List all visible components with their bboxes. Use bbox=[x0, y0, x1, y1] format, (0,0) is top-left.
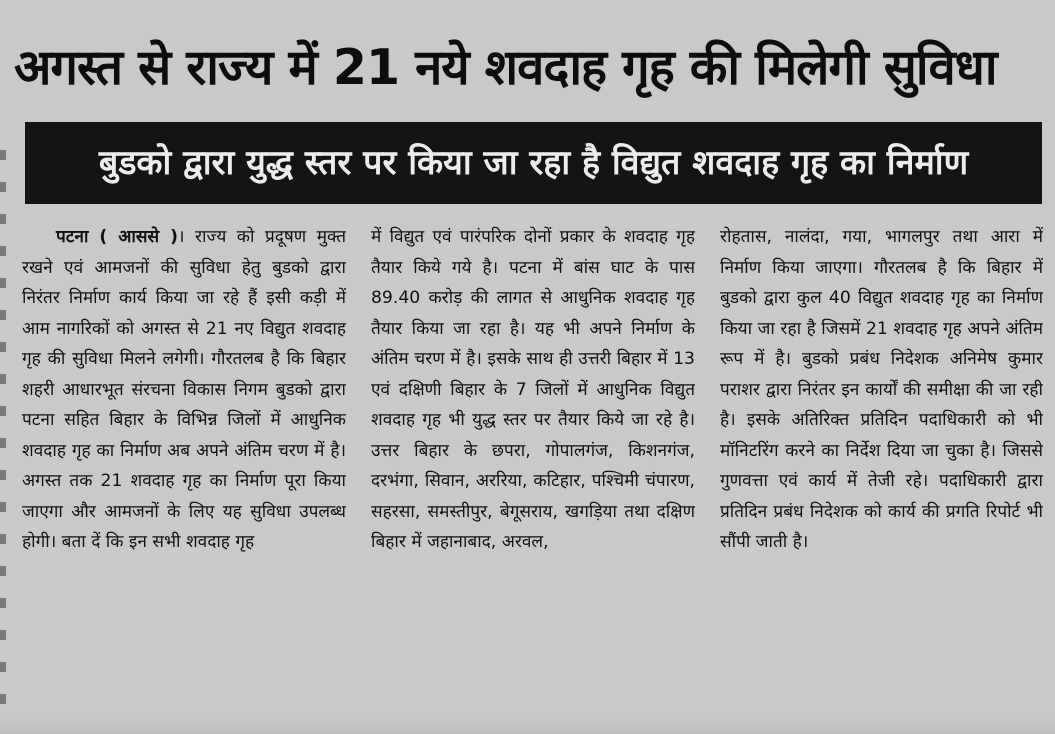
article-column-1 bbox=[22, 222, 346, 712]
column-2-text: में विद्युत एवं पारंपरिक दोनों प्रकार के शवदाह गृह तैयार किये गये है। पटना में बांस घाट के पास 89.40 करोड़ की लागत से आधुनिक शवदाह गृह तैयार किया जा रहा है। यह भी अपने निर्माण के अंतिम चरण में है। इसके साथ ही उत्तरी बिहार में 13 एवं दक्षिणी बिहार के 7 जिलों में आधुनिक विद्युत शवदाह गृह भी युद्ध स्तर पर तैयार किये जा रहे है। उत्तर बिहार के छपरा, गोपालगंज, किशनगंज, दरभंगा, सिवान, अररिया, कटिहार, पश्चिमी चंपारण, सहरसा, समस्तीपुर, बेगूसराय, खगड़िया तथा दक्षिण बिहार में जहानाबाद, अरवल, bbox=[371, 227, 695, 552]
column-3-text: रोहतास, नालंदा, गया, भागलपुर तथा आरा में निर्माण किया जाएगा। गौरतलब है कि बिहार में बुडको द्वारा कुल 40 विद्युत शवदाह गृह का निर्माण किया जा रहा है जिसमें 21 शवदाह गृह अपने अंतिम रूप में है। बुडको प्रबंध निदेशक अनिमेष कुमार पराशर द्वारा निरंतर इन कार्यों की समीक्षा की जा रही है। इसके अतिरिक्त प्रतिदिन पदाधिकारी को भी मॉनिटरिंग करने का निर्देश दिया जा चुका है। जिससे गुणवत्ता एवं कार्य में तेजी रहे। पदाधिकारी द्वारा प्रतिदिन प्रबंध निदेशक को कार्य की प्रगति रिपोर्ट भी सौंपी जाती है। bbox=[720, 227, 1043, 552]
page-edge-strip bbox=[0, 150, 6, 710]
page-bottom-edge bbox=[0, 718, 1055, 734]
headline: अगस्त से राज्य में 21 नये शवदाह गृह की मिलेगी सुविधा bbox=[14, 39, 997, 96]
article-column-3 bbox=[720, 222, 1043, 712]
dateline: पटना ( आससे ) bbox=[56, 227, 178, 247]
column-1-text: । राज्य को प्रदूषण मुक्त रखने एवं आमजनों की सुविधा हेतु बुडको द्वारा निरंतर निर्माण कार्य किया जा रहे हैं इसी कड़ी में आम नागरिकों को अगस्त से 21 नए विद्युत शवदाह गृह की सुविधा मिलने लगेगी। गौरतलब है कि बिहार शहरी आधारभूत संरचना विकास निगम बुडको द्वारा पटना सहित बिहार के विभिन्न जिलों में आधुनिक शवदाह गृह का निर्माण अब अपने अंतिम चरण में है। अगस्त तक 21 शवदाह गृह का निर्माण पूरा किया जाएगा और आमजनों के लिए यह सुविधा उपलब्ध होगी। बता दें कि इन सभी शवदाह गृह bbox=[22, 227, 346, 552]
article-column-2 bbox=[371, 222, 695, 712]
subheadline-banner: बुडको द्वारा युद्ध स्तर पर किया जा रहा है विद्युत शवदाह गृह का निर्माण bbox=[25, 122, 1042, 204]
